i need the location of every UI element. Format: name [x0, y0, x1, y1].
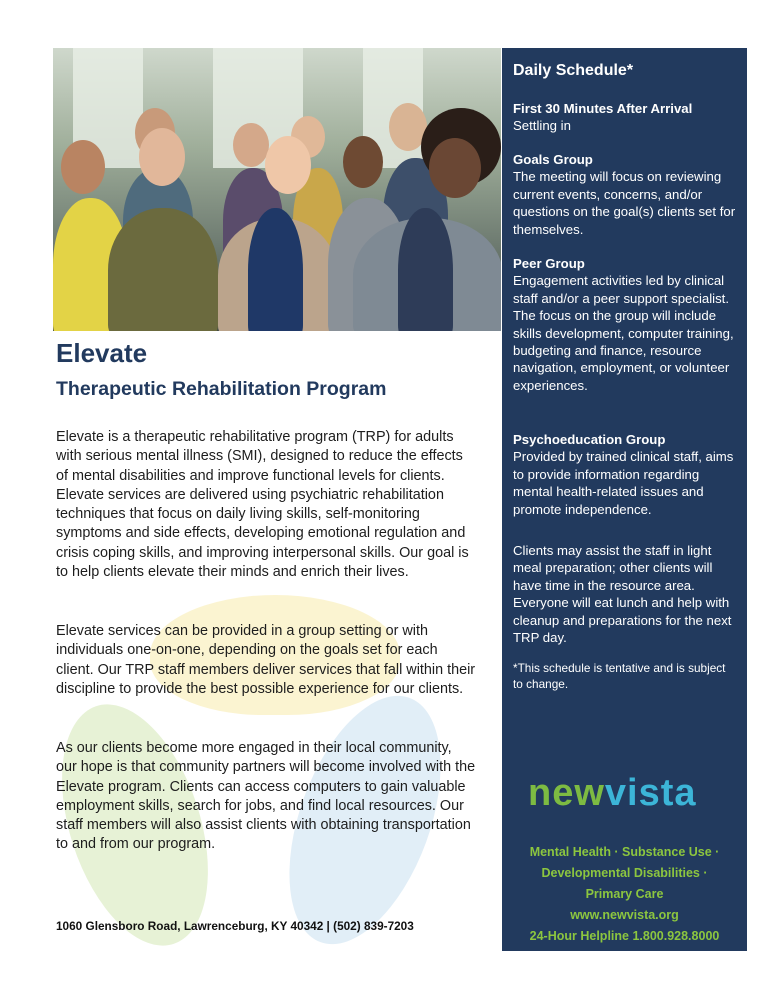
photo-person: [398, 208, 453, 331]
schedule-title: Daily Schedule*: [513, 62, 634, 79]
photo-person: [248, 208, 303, 331]
schedule-block-lunch: [513, 542, 741, 646]
address-footer: 1060 Glensboro Road, Lawrenceburg, KY 40342 | (502) 839-7203: [56, 919, 414, 933]
schedule-note: *This schedule is tentative and is subject to change.: [513, 661, 726, 691]
schedule-text: Engagement activities led by clinical staff and/or a peer support specialist. The focus on the group will include skills development, computer training, budgeting and finance, resource navigation, employment, or volunteer experiences.: [513, 273, 734, 393]
services-line-3: Primary Care: [585, 887, 664, 901]
schedule-heading: Psychoeducation Group: [513, 432, 666, 447]
photo-head: [61, 140, 105, 194]
schedule-heading: Peer Group: [513, 256, 585, 271]
contact-info: [502, 842, 747, 947]
photo-head: [429, 138, 481, 198]
intro-paragraph: Elevate is a therapeutic rehabilitative program (TRP) for adults with serious mental illness (SMI), designed to reduce the effects of mental disabilities and improve functional levels for clients. Elevate services are delivered using psychiatric rehabilitation techniques that focus on daily living skills, self-monitoring symptoms and side effects, developing emotional regulation and crisis coping skills, and improving interpersonal skills. Our goal is to help clients elevate their minds and enrich their lives.: [56, 429, 469, 581]
page-title: Elevate: [56, 338, 148, 368]
schedule-block-arrival: [513, 100, 741, 135]
newvista-logo: [528, 772, 697, 815]
schedule-text: Clients may assist the staff in light meal preparation; other clients will have time in the resource area. Everyone will eat lunch and help with cleanup and preparations for the next TRP day.: [513, 543, 732, 646]
photo-person: [108, 208, 218, 331]
helpline: 24-Hour Helpline 1.800.928.8000: [529, 929, 720, 943]
website-link[interactable]: www.newvista.org: [570, 908, 679, 922]
schedule-text: Provided by trained clinical staff, aims to provide information regarding mental health-related issues and promote independence.: [513, 449, 734, 517]
schedule-text: The meeting will focus on reviewing current events, concerns, and/or questions on the goal(s) clients set for themselves.: [513, 169, 736, 237]
daily-schedule-sidebar: [502, 48, 747, 951]
page-subtitle: Therapeutic Rehabilitation Program: [56, 378, 387, 400]
services-line-2: Developmental Disabilities ·: [541, 866, 708, 880]
photo-head: [139, 128, 185, 186]
schedule-text: Settling in: [513, 118, 571, 134]
logo-new: new: [528, 772, 605, 814]
logo-vista: vista: [604, 772, 697, 814]
schedule-block-peer: [513, 255, 741, 394]
services-line-1: Mental Health · Substance Use ·: [529, 845, 720, 859]
schedule-block-goals: [513, 151, 741, 238]
services-paragraph: Elevate services can be provided in a group setting or with individuals one-on-one, depending on the goals set for each client. Our TRP staff members deliver services that fall within their discipline to provide the best possible experience for our clients.: [56, 623, 476, 697]
community-paragraph: As our clients become more engaged in their local community, our hope is that community partners will become involved with the Elevate program. Clients can access computers to gain valuable employment skills, search for jobs, and find local resources. Our staff members will also assist clients with obtaining transportation to and from our program.: [56, 740, 476, 853]
photo-head: [233, 123, 269, 167]
schedule-heading: Goals Group: [513, 152, 593, 167]
photo-head: [265, 136, 311, 194]
schedule-block-psychoeducation: [513, 431, 741, 518]
schedule-heading: First 30 Minutes After Arrival: [513, 101, 693, 116]
photo-head: [343, 136, 383, 188]
group-photo: [53, 48, 501, 331]
